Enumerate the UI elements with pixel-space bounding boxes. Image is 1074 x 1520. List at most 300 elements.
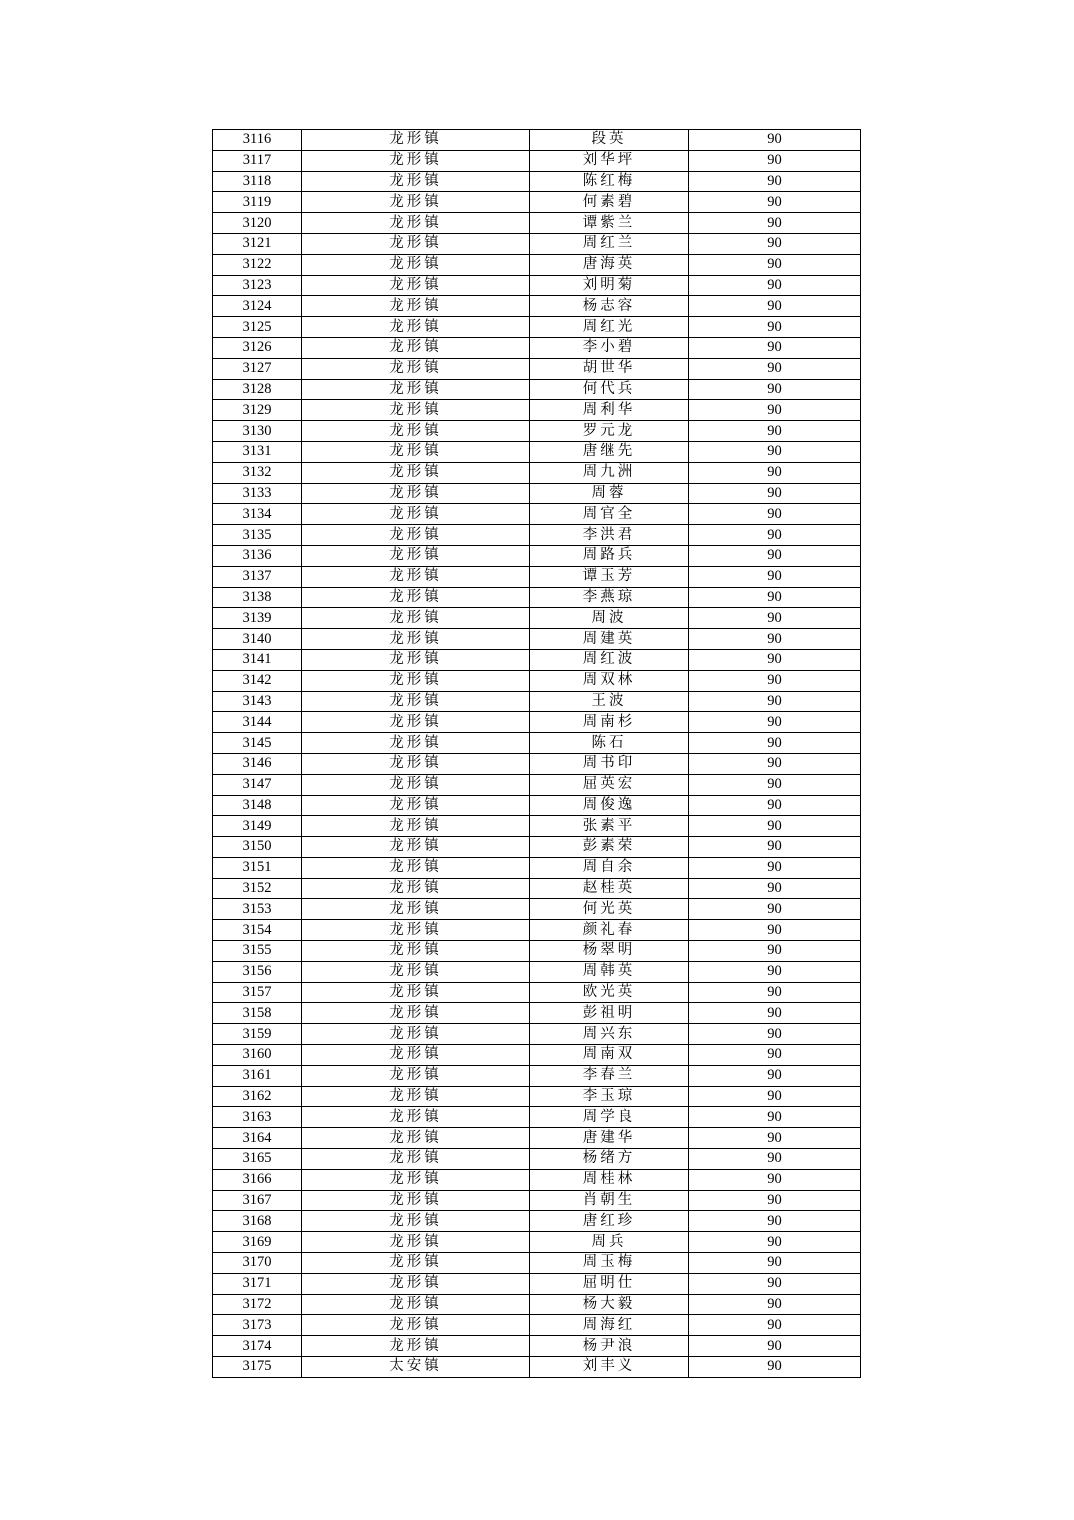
person-name-cell: 周南双 bbox=[530, 1045, 689, 1066]
town-cell: 龙形镇 bbox=[302, 400, 530, 421]
row-number-cell: 3167 bbox=[213, 1190, 302, 1211]
town-cell: 龙形镇 bbox=[302, 1315, 530, 1336]
person-name-cell: 周南杉 bbox=[530, 712, 689, 733]
score-cell: 90 bbox=[689, 837, 861, 858]
score-cell: 90 bbox=[689, 275, 861, 296]
person-name-cell: 李玉琼 bbox=[530, 1086, 689, 1107]
row-number-cell: 3163 bbox=[213, 1107, 302, 1128]
row-number-cell: 3122 bbox=[213, 254, 302, 275]
row-number-cell: 3175 bbox=[213, 1357, 302, 1378]
score-cell: 90 bbox=[689, 441, 861, 462]
score-cell: 90 bbox=[689, 961, 861, 982]
table-row bbox=[213, 171, 861, 192]
table-row bbox=[213, 1273, 861, 1294]
table-row bbox=[213, 982, 861, 1003]
row-number-cell: 3125 bbox=[213, 317, 302, 338]
row-number-cell: 3161 bbox=[213, 1065, 302, 1086]
row-number-cell: 3148 bbox=[213, 795, 302, 816]
row-number-cell: 3169 bbox=[213, 1232, 302, 1253]
person-name-cell: 刘华坪 bbox=[530, 150, 689, 171]
table-row bbox=[213, 441, 861, 462]
table-row bbox=[213, 421, 861, 442]
table-row bbox=[213, 608, 861, 629]
table-row bbox=[213, 1190, 861, 1211]
score-cell: 90 bbox=[689, 1169, 861, 1190]
score-cell: 90 bbox=[689, 920, 861, 941]
person-name-cell: 屈英宏 bbox=[530, 774, 689, 795]
table-row bbox=[213, 317, 861, 338]
town-cell: 龙形镇 bbox=[302, 1128, 530, 1149]
score-cell: 90 bbox=[689, 816, 861, 837]
table-row bbox=[213, 254, 861, 275]
table-row bbox=[213, 150, 861, 171]
table-row bbox=[213, 545, 861, 566]
table-row bbox=[213, 462, 861, 483]
row-number-cell: 3121 bbox=[213, 233, 302, 254]
score-cell: 90 bbox=[689, 857, 861, 878]
score-cell: 90 bbox=[689, 421, 861, 442]
person-name-cell: 刘丰义 bbox=[530, 1357, 689, 1378]
score-cell: 90 bbox=[689, 1128, 861, 1149]
person-name-cell: 周建英 bbox=[530, 629, 689, 650]
town-cell: 龙形镇 bbox=[302, 296, 530, 317]
town-cell: 龙形镇 bbox=[302, 1169, 530, 1190]
town-cell: 龙形镇 bbox=[302, 941, 530, 962]
row-number-cell: 3159 bbox=[213, 1024, 302, 1045]
town-cell: 龙形镇 bbox=[302, 1253, 530, 1274]
score-cell: 90 bbox=[689, 1232, 861, 1253]
row-number-cell: 3116 bbox=[213, 130, 302, 151]
person-name-cell: 周路兵 bbox=[530, 545, 689, 566]
town-cell: 龙形镇 bbox=[302, 504, 530, 525]
row-number-cell: 3120 bbox=[213, 213, 302, 234]
town-cell: 龙形镇 bbox=[302, 857, 530, 878]
table-row bbox=[213, 1294, 861, 1315]
score-cell: 90 bbox=[689, 400, 861, 421]
score-cell: 90 bbox=[689, 566, 861, 587]
person-name-cell: 彭素荣 bbox=[530, 837, 689, 858]
town-cell: 龙形镇 bbox=[302, 670, 530, 691]
person-name-cell: 周官全 bbox=[530, 504, 689, 525]
person-name-cell: 屈明仕 bbox=[530, 1273, 689, 1294]
row-number-cell: 3133 bbox=[213, 483, 302, 504]
row-number-cell: 3157 bbox=[213, 982, 302, 1003]
table-row bbox=[213, 275, 861, 296]
row-number-cell: 3124 bbox=[213, 296, 302, 317]
person-name-cell: 周桂林 bbox=[530, 1169, 689, 1190]
town-cell: 龙形镇 bbox=[302, 317, 530, 338]
town-cell: 龙形镇 bbox=[302, 1294, 530, 1315]
town-cell: 龙形镇 bbox=[302, 1045, 530, 1066]
person-name-cell: 杨绪方 bbox=[530, 1149, 689, 1170]
row-number-cell: 3118 bbox=[213, 171, 302, 192]
town-cell: 龙形镇 bbox=[302, 1211, 530, 1232]
person-name-cell: 何光英 bbox=[530, 899, 689, 920]
town-cell: 龙形镇 bbox=[302, 566, 530, 587]
score-cell: 90 bbox=[689, 1190, 861, 1211]
person-name-cell: 罗元龙 bbox=[530, 421, 689, 442]
score-cell: 90 bbox=[689, 233, 861, 254]
table-row bbox=[213, 296, 861, 317]
town-cell: 龙形镇 bbox=[302, 275, 530, 296]
person-name-cell: 肖朝生 bbox=[530, 1190, 689, 1211]
town-cell: 龙形镇 bbox=[302, 753, 530, 774]
score-cell: 90 bbox=[689, 1253, 861, 1274]
score-cell: 90 bbox=[689, 795, 861, 816]
score-cell: 90 bbox=[689, 691, 861, 712]
town-cell: 龙形镇 bbox=[302, 130, 530, 151]
row-number-cell: 3164 bbox=[213, 1128, 302, 1149]
table-row bbox=[213, 1336, 861, 1357]
person-name-cell: 杨翠明 bbox=[530, 941, 689, 962]
score-cell: 90 bbox=[689, 1045, 861, 1066]
town-cell: 龙形镇 bbox=[302, 878, 530, 899]
person-name-cell: 周学良 bbox=[530, 1107, 689, 1128]
table-row bbox=[213, 670, 861, 691]
table-row bbox=[213, 400, 861, 421]
score-cell: 90 bbox=[689, 483, 861, 504]
table-row bbox=[213, 213, 861, 234]
person-name-cell: 何素碧 bbox=[530, 192, 689, 213]
person-name-cell: 何代兵 bbox=[530, 379, 689, 400]
row-number-cell: 3140 bbox=[213, 629, 302, 650]
person-name-cell: 周双林 bbox=[530, 670, 689, 691]
row-number-cell: 3139 bbox=[213, 608, 302, 629]
row-number-cell: 3128 bbox=[213, 379, 302, 400]
row-number-cell: 3137 bbox=[213, 566, 302, 587]
person-name-cell: 周书印 bbox=[530, 753, 689, 774]
row-number-cell: 3166 bbox=[213, 1169, 302, 1190]
town-cell: 龙形镇 bbox=[302, 545, 530, 566]
town-cell: 龙形镇 bbox=[302, 421, 530, 442]
score-cell: 90 bbox=[689, 337, 861, 358]
row-number-cell: 3138 bbox=[213, 587, 302, 608]
town-cell: 龙形镇 bbox=[302, 899, 530, 920]
score-cell: 90 bbox=[689, 587, 861, 608]
score-cell: 90 bbox=[689, 358, 861, 379]
table-row bbox=[213, 733, 861, 754]
town-cell: 龙形镇 bbox=[302, 1232, 530, 1253]
town-cell: 龙形镇 bbox=[302, 1003, 530, 1024]
person-name-cell: 杨志容 bbox=[530, 296, 689, 317]
row-number-cell: 3134 bbox=[213, 504, 302, 525]
score-cell: 90 bbox=[689, 733, 861, 754]
score-cell: 90 bbox=[689, 379, 861, 400]
town-cell: 龙形镇 bbox=[302, 171, 530, 192]
row-number-cell: 3158 bbox=[213, 1003, 302, 1024]
person-name-cell: 周蓉 bbox=[530, 483, 689, 504]
table-row bbox=[213, 566, 861, 587]
town-cell: 龙形镇 bbox=[302, 961, 530, 982]
score-cell: 90 bbox=[689, 1357, 861, 1378]
row-number-cell: 3145 bbox=[213, 733, 302, 754]
town-cell: 龙形镇 bbox=[302, 1149, 530, 1170]
person-name-cell: 周利华 bbox=[530, 400, 689, 421]
table-row bbox=[213, 1315, 861, 1336]
table-row bbox=[213, 1045, 861, 1066]
town-cell: 龙形镇 bbox=[302, 795, 530, 816]
table-row bbox=[213, 1003, 861, 1024]
table-row bbox=[213, 337, 861, 358]
town-cell: 龙形镇 bbox=[302, 1336, 530, 1357]
table-row bbox=[213, 1357, 861, 1378]
row-number-cell: 3144 bbox=[213, 712, 302, 733]
town-cell: 龙形镇 bbox=[302, 233, 530, 254]
table-row bbox=[213, 899, 861, 920]
score-cell: 90 bbox=[689, 712, 861, 733]
score-cell: 90 bbox=[689, 504, 861, 525]
score-cell: 90 bbox=[689, 1107, 861, 1128]
person-name-cell: 唐建华 bbox=[530, 1128, 689, 1149]
row-number-cell: 3126 bbox=[213, 337, 302, 358]
score-cell: 90 bbox=[689, 213, 861, 234]
town-cell: 龙形镇 bbox=[302, 1190, 530, 1211]
table-row bbox=[213, 1211, 861, 1232]
row-number-cell: 3173 bbox=[213, 1315, 302, 1336]
person-name-cell: 谭玉芳 bbox=[530, 566, 689, 587]
table-row bbox=[213, 857, 861, 878]
person-name-cell: 陈石 bbox=[530, 733, 689, 754]
person-name-cell: 刘明菊 bbox=[530, 275, 689, 296]
table-row bbox=[213, 961, 861, 982]
town-cell: 龙形镇 bbox=[302, 1107, 530, 1128]
table-row bbox=[213, 1149, 861, 1170]
row-number-cell: 3153 bbox=[213, 899, 302, 920]
person-name-cell: 周海红 bbox=[530, 1315, 689, 1336]
table-row bbox=[213, 629, 861, 650]
roster-table-body bbox=[213, 130, 861, 1378]
score-cell: 90 bbox=[689, 462, 861, 483]
person-name-cell: 周红光 bbox=[530, 317, 689, 338]
town-cell: 龙形镇 bbox=[302, 982, 530, 1003]
score-cell: 90 bbox=[689, 171, 861, 192]
town-cell: 龙形镇 bbox=[302, 691, 530, 712]
person-name-cell: 谭紫兰 bbox=[530, 213, 689, 234]
table-row bbox=[213, 1253, 861, 1274]
person-name-cell: 李春兰 bbox=[530, 1065, 689, 1086]
table-row bbox=[213, 587, 861, 608]
score-cell: 90 bbox=[689, 1065, 861, 1086]
town-cell: 龙形镇 bbox=[302, 358, 530, 379]
table-row bbox=[213, 774, 861, 795]
town-cell: 龙形镇 bbox=[302, 837, 530, 858]
table-row bbox=[213, 192, 861, 213]
town-cell: 龙形镇 bbox=[302, 379, 530, 400]
score-cell: 90 bbox=[689, 941, 861, 962]
row-number-cell: 3160 bbox=[213, 1045, 302, 1066]
score-cell: 90 bbox=[689, 1024, 861, 1045]
table-row bbox=[213, 525, 861, 546]
town-cell: 龙形镇 bbox=[302, 150, 530, 171]
score-cell: 90 bbox=[689, 254, 861, 275]
row-number-cell: 3174 bbox=[213, 1336, 302, 1357]
score-cell: 90 bbox=[689, 1211, 861, 1232]
table-row bbox=[213, 1086, 861, 1107]
score-cell: 90 bbox=[689, 608, 861, 629]
person-name-cell: 周红波 bbox=[530, 649, 689, 670]
row-number-cell: 3162 bbox=[213, 1086, 302, 1107]
table-row bbox=[213, 130, 861, 151]
person-name-cell: 杨大毅 bbox=[530, 1294, 689, 1315]
table-row bbox=[213, 941, 861, 962]
table-row bbox=[213, 1065, 861, 1086]
row-number-cell: 3135 bbox=[213, 525, 302, 546]
score-cell: 90 bbox=[689, 1294, 861, 1315]
person-name-cell: 王波 bbox=[530, 691, 689, 712]
town-cell: 龙形镇 bbox=[302, 525, 530, 546]
table-row bbox=[213, 691, 861, 712]
score-cell: 90 bbox=[689, 753, 861, 774]
person-name-cell: 周红兰 bbox=[530, 233, 689, 254]
table-row bbox=[213, 1169, 861, 1190]
town-cell: 龙形镇 bbox=[302, 1024, 530, 1045]
score-cell: 90 bbox=[689, 1336, 861, 1357]
person-name-cell: 李小碧 bbox=[530, 337, 689, 358]
score-cell: 90 bbox=[689, 1086, 861, 1107]
table-row bbox=[213, 1128, 861, 1149]
score-cell: 90 bbox=[689, 1003, 861, 1024]
row-number-cell: 3152 bbox=[213, 878, 302, 899]
person-name-cell: 唐继先 bbox=[530, 441, 689, 462]
score-cell: 90 bbox=[689, 1315, 861, 1336]
score-cell: 90 bbox=[689, 649, 861, 670]
score-cell: 90 bbox=[689, 545, 861, 566]
row-number-cell: 3130 bbox=[213, 421, 302, 442]
table-row bbox=[213, 379, 861, 400]
row-number-cell: 3127 bbox=[213, 358, 302, 379]
town-cell: 龙形镇 bbox=[302, 587, 530, 608]
town-cell: 龙形镇 bbox=[302, 1086, 530, 1107]
table-row bbox=[213, 358, 861, 379]
row-number-cell: 3147 bbox=[213, 774, 302, 795]
score-cell: 90 bbox=[689, 878, 861, 899]
score-cell: 90 bbox=[689, 774, 861, 795]
table-row bbox=[213, 1024, 861, 1045]
town-cell: 龙形镇 bbox=[302, 733, 530, 754]
row-number-cell: 3146 bbox=[213, 753, 302, 774]
table-row bbox=[213, 649, 861, 670]
row-number-cell: 3119 bbox=[213, 192, 302, 213]
person-name-cell: 周兵 bbox=[530, 1232, 689, 1253]
row-number-cell: 3165 bbox=[213, 1149, 302, 1170]
person-name-cell: 陈红梅 bbox=[530, 171, 689, 192]
town-cell: 太安镇 bbox=[302, 1357, 530, 1378]
town-cell: 龙形镇 bbox=[302, 192, 530, 213]
person-name-cell: 唐红珍 bbox=[530, 1211, 689, 1232]
town-cell: 龙形镇 bbox=[302, 254, 530, 275]
person-name-cell: 周兴东 bbox=[530, 1024, 689, 1045]
table-row bbox=[213, 1107, 861, 1128]
score-cell: 90 bbox=[689, 192, 861, 213]
person-name-cell: 周波 bbox=[530, 608, 689, 629]
person-name-cell: 李燕琼 bbox=[530, 587, 689, 608]
person-name-cell: 段英 bbox=[530, 130, 689, 151]
score-cell: 90 bbox=[689, 982, 861, 1003]
town-cell: 龙形镇 bbox=[302, 1065, 530, 1086]
town-cell: 龙形镇 bbox=[302, 649, 530, 670]
score-cell: 90 bbox=[689, 629, 861, 650]
person-name-cell: 周九洲 bbox=[530, 462, 689, 483]
town-cell: 龙形镇 bbox=[302, 213, 530, 234]
row-number-cell: 3170 bbox=[213, 1253, 302, 1274]
table-row bbox=[213, 837, 861, 858]
score-cell: 90 bbox=[689, 130, 861, 151]
row-number-cell: 3141 bbox=[213, 649, 302, 670]
person-name-cell: 周韩英 bbox=[530, 961, 689, 982]
score-cell: 90 bbox=[689, 525, 861, 546]
score-cell: 90 bbox=[689, 317, 861, 338]
table-row bbox=[213, 1232, 861, 1253]
person-name-cell: 杨尹浪 bbox=[530, 1336, 689, 1357]
person-name-cell: 唐海英 bbox=[530, 254, 689, 275]
person-name-cell: 周玉梅 bbox=[530, 1253, 689, 1274]
table-row bbox=[213, 483, 861, 504]
row-number-cell: 3142 bbox=[213, 670, 302, 691]
town-cell: 龙形镇 bbox=[302, 816, 530, 837]
town-cell: 龙形镇 bbox=[302, 1273, 530, 1294]
town-cell: 龙形镇 bbox=[302, 337, 530, 358]
row-number-cell: 3172 bbox=[213, 1294, 302, 1315]
row-number-cell: 3117 bbox=[213, 150, 302, 171]
person-name-cell: 周自余 bbox=[530, 857, 689, 878]
row-number-cell: 3123 bbox=[213, 275, 302, 296]
table-row bbox=[213, 712, 861, 733]
person-name-cell: 欧光英 bbox=[530, 982, 689, 1003]
score-cell: 90 bbox=[689, 670, 861, 691]
person-name-cell: 赵桂英 bbox=[530, 878, 689, 899]
person-name-cell: 颜礼春 bbox=[530, 920, 689, 941]
town-cell: 龙形镇 bbox=[302, 774, 530, 795]
row-number-cell: 3156 bbox=[213, 961, 302, 982]
table-row bbox=[213, 233, 861, 254]
row-number-cell: 3171 bbox=[213, 1273, 302, 1294]
row-number-cell: 3132 bbox=[213, 462, 302, 483]
score-cell: 90 bbox=[689, 899, 861, 920]
town-cell: 龙形镇 bbox=[302, 629, 530, 650]
row-number-cell: 3150 bbox=[213, 837, 302, 858]
score-cell: 90 bbox=[689, 296, 861, 317]
person-name-cell: 胡世华 bbox=[530, 358, 689, 379]
town-cell: 龙形镇 bbox=[302, 608, 530, 629]
row-number-cell: 3136 bbox=[213, 545, 302, 566]
person-name-cell: 李洪君 bbox=[530, 525, 689, 546]
town-cell: 龙形镇 bbox=[302, 441, 530, 462]
table-row bbox=[213, 753, 861, 774]
row-number-cell: 3155 bbox=[213, 941, 302, 962]
table-row bbox=[213, 795, 861, 816]
score-cell: 90 bbox=[689, 1149, 861, 1170]
row-number-cell: 3131 bbox=[213, 441, 302, 462]
table-row bbox=[213, 878, 861, 899]
person-name-cell: 张素平 bbox=[530, 816, 689, 837]
row-number-cell: 3151 bbox=[213, 857, 302, 878]
row-number-cell: 3168 bbox=[213, 1211, 302, 1232]
score-cell: 90 bbox=[689, 1273, 861, 1294]
roster-table bbox=[212, 129, 861, 1378]
row-number-cell: 3129 bbox=[213, 400, 302, 421]
table-row bbox=[213, 504, 861, 525]
row-number-cell: 3149 bbox=[213, 816, 302, 837]
person-name-cell: 彭祖明 bbox=[530, 1003, 689, 1024]
table-row bbox=[213, 920, 861, 941]
town-cell: 龙形镇 bbox=[302, 920, 530, 941]
town-cell: 龙形镇 bbox=[302, 483, 530, 504]
person-name-cell: 周俊逸 bbox=[530, 795, 689, 816]
score-cell: 90 bbox=[689, 150, 861, 171]
table-row bbox=[213, 816, 861, 837]
town-cell: 龙形镇 bbox=[302, 462, 530, 483]
row-number-cell: 3154 bbox=[213, 920, 302, 941]
